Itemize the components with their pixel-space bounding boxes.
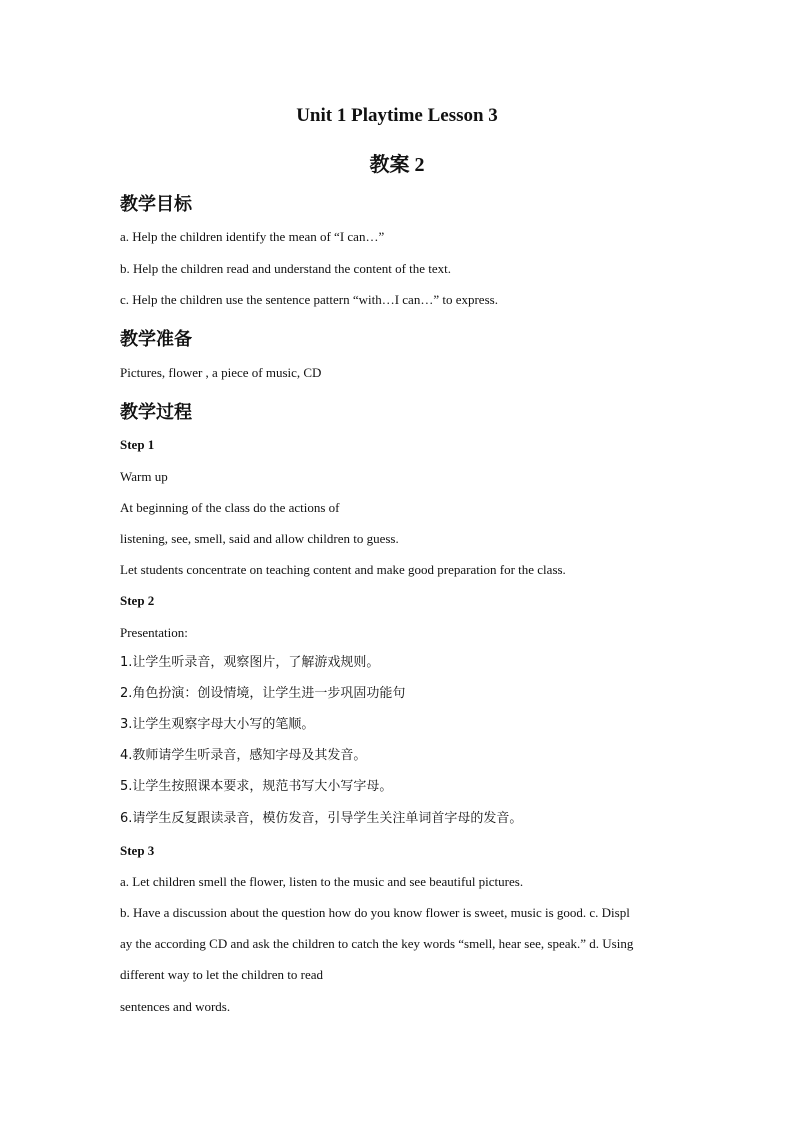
step3-line: b. Have a discussion about the question how do you know flower is sweet, music is good. c. Displ	[120, 905, 630, 920]
objectives-heading: 教学目标	[120, 194, 192, 214]
step2-line: 5.让学生按照课本要求，规范书写大小写字母。	[120, 779, 393, 794]
step1-line: Let students concentrate on teaching content and make good preparation for the class.	[120, 562, 566, 577]
document-subtitle: 教案 2	[369, 154, 425, 176]
objective-line: a. Help the children identify the mean of “I can…”	[120, 229, 385, 244]
step2-line: 1.让学生听录音，观察图片，了解游戏规则。	[120, 655, 380, 670]
step2-line: 4.教师请学生听录音，感知字母及其发音。	[120, 748, 367, 763]
process-heading: 教学过程	[120, 402, 192, 422]
step2-label: Step 2	[120, 593, 155, 608]
step1-line: Warm up	[120, 469, 168, 484]
step2-line: 2.角色扮演：创设情境，让学生进一步巩固功能句	[120, 686, 406, 701]
step3-label: Step 3	[120, 843, 155, 858]
step1-label: Step 1	[120, 437, 155, 452]
objective-line: b. Help the children read and understand the content of the text.	[120, 261, 452, 276]
preparation-heading: 教学准备	[120, 329, 192, 349]
step1-line: listening, see, smell, said and allow children to guess.	[120, 531, 399, 546]
step1-line: At beginning of the class do the actions of	[120, 500, 340, 515]
step3-line: a. Let children smell the flower, listen to the music and see beautiful pictures.	[120, 874, 524, 889]
preparation-line: Pictures, flower , a piece of music, CD	[120, 365, 322, 380]
objective-line: c. Help the children use the sentence pattern “with…I can…” to express.	[120, 292, 498, 307]
step2-line: 6.请学生反复跟读录音，模仿发音，引导学生关注单词首字母的发音。	[120, 811, 523, 826]
document-title: Unit 1 Playtime Lesson 3	[296, 105, 498, 126]
step3-line: sentences and words.	[120, 999, 231, 1014]
step3-line: different way to let the children to read	[120, 967, 323, 982]
step2-line: 3.让学生观察字母大小写的笔顺。	[120, 717, 315, 732]
step3-line: ay the according CD and ask the children to catch the key words “smell, hear see, speak.” d. Using	[120, 936, 634, 951]
step2-line: Presentation:	[120, 625, 188, 640]
